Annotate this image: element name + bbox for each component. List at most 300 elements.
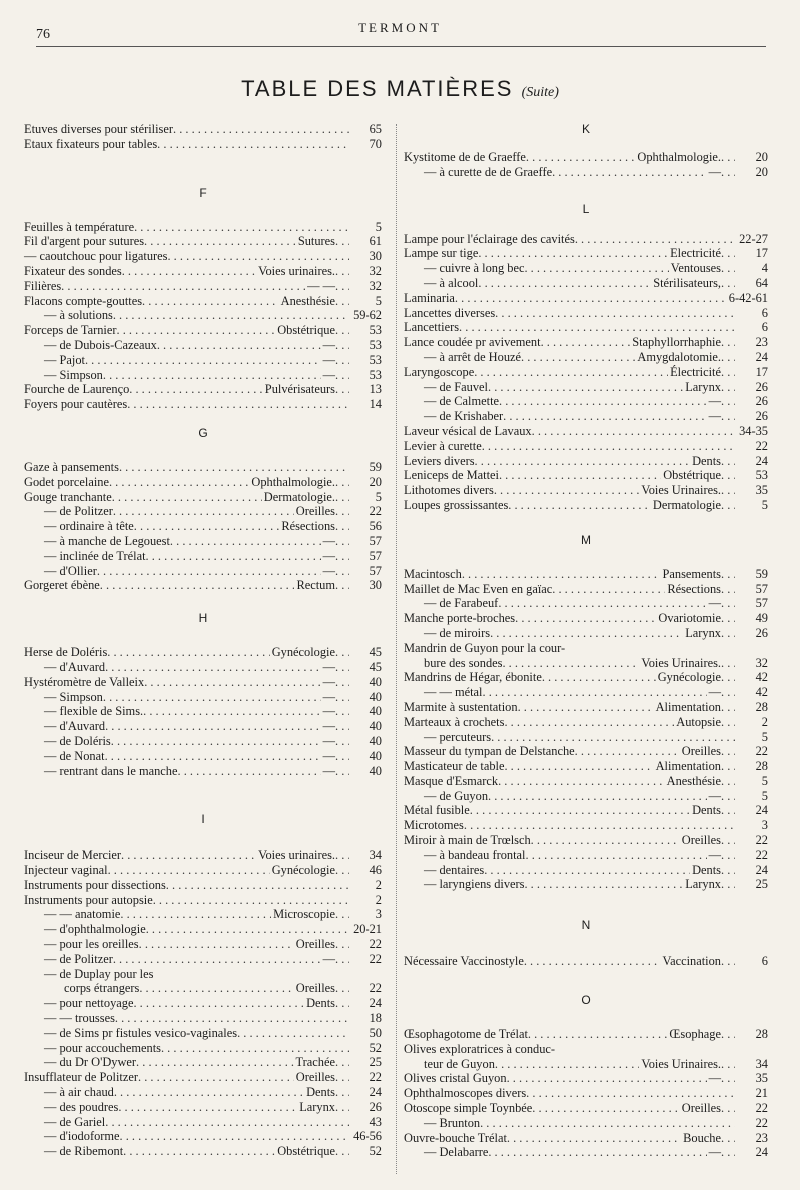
entry-term: Manche porte-broches [404, 611, 516, 626]
dot-leader [142, 294, 279, 309]
entry-page: 26 [369, 1099, 382, 1114]
toc-entry [24, 1011, 382, 1026]
toc-entry [404, 454, 768, 469]
toc-entry [404, 1145, 768, 1160]
entry-specialty: Pansements [662, 566, 721, 581]
dot-leader [335, 996, 349, 1011]
dot-leader [120, 907, 271, 922]
toc-entry [404, 803, 768, 818]
entry-page: 59-62 [353, 308, 382, 323]
dot-leader [721, 350, 735, 365]
toc-entry [24, 907, 382, 922]
dot-leader [127, 397, 349, 412]
entry-term: — Delabarre [424, 1145, 489, 1160]
dot-leader [721, 454, 735, 469]
entry-specialty: Alimentation [655, 759, 721, 774]
entry-term: — de Nonat [44, 748, 105, 763]
entry-specialty: Oreilles [681, 833, 721, 848]
entry-term: — caoutchouc pour ligatures [24, 249, 168, 264]
entry-specialty: Rectum [296, 578, 335, 593]
dot-leader [139, 937, 294, 952]
toc-entry [404, 863, 768, 878]
dot-leader [335, 294, 349, 309]
dot-leader [113, 504, 294, 519]
entry-term: Mandrins de Hégar, ébonite [404, 670, 542, 685]
dot-leader [144, 234, 296, 249]
entry-specialty: Oreilles [295, 504, 335, 519]
entry-specialty: Ovariotomie [658, 611, 721, 626]
entry-specialty: — [708, 1145, 721, 1160]
dot-leader [526, 848, 707, 863]
entry-page: 59 [369, 459, 382, 474]
entry-page: 43 [369, 1114, 382, 1129]
entry-specialty: — [322, 548, 335, 563]
entry-term: Gouge tranchante [24, 489, 112, 504]
dot-leader [721, 498, 735, 513]
dot-leader [575, 744, 680, 759]
toc-entry [404, 567, 768, 582]
entry-page: 24 [755, 862, 768, 877]
entry-specialty: Autopsie [676, 714, 721, 729]
entry-specialty: Obstétrique [663, 468, 721, 483]
toc-entry [404, 232, 768, 247]
toc-entry [404, 1027, 768, 1042]
dot-leader [721, 1071, 735, 1086]
toc-entry [24, 734, 382, 749]
dot-leader [118, 1100, 297, 1115]
running-title: TERMONT [358, 20, 442, 35]
entry-specialty: Electricité [670, 246, 721, 261]
dot-leader [524, 261, 668, 276]
dot-leader [495, 306, 735, 321]
dot-leader [335, 382, 349, 397]
entry-term: — à curette de de Graeffe [424, 164, 553, 179]
entry-page: 28 [755, 1027, 768, 1042]
dot-leader [488, 380, 683, 395]
entry-specialty: Vaccination [662, 954, 721, 969]
entry-term: — des poudres [44, 1099, 119, 1114]
dot-leader [480, 1116, 735, 1131]
entry-term: — à manche de Legouest [44, 533, 170, 548]
entry-page: 40 [369, 748, 382, 763]
entry-page: 45 [369, 645, 382, 660]
toc-entry [404, 439, 768, 454]
entry-page: 2 [375, 877, 382, 892]
entry-term: Levier à curette [404, 438, 482, 453]
dot-leader [335, 704, 349, 719]
entry-specialty: — [322, 951, 335, 966]
section-letter: M [581, 532, 591, 547]
entry-term: Insufflateur de Politzer [24, 1070, 139, 1085]
toc-entry [24, 937, 382, 952]
entry-specialty: Œsophage [669, 1027, 721, 1042]
entry-term: — pour accouchements [44, 1040, 161, 1055]
dot-leader [123, 1144, 275, 1159]
dot-leader [113, 952, 321, 967]
entry-page: 32 [755, 655, 768, 670]
entry-page: 28 [755, 699, 768, 714]
entry-term: Leviers divers [404, 453, 475, 468]
dot-leader [143, 704, 320, 719]
entry-specialty: Trachée [295, 1055, 335, 1070]
entry-specialty: Ophthalmologie. [251, 474, 335, 489]
section-letter: H [198, 611, 208, 626]
toc-entry [24, 220, 382, 235]
dot-leader [721, 246, 735, 261]
dot-leader [721, 365, 735, 380]
dot-leader [524, 954, 661, 969]
entry-term: Marteaux à crochets [404, 714, 505, 729]
entry-specialty: — [322, 689, 335, 704]
entry-term: — de Dubois-Cazeaux [44, 337, 157, 352]
dot-leader [335, 690, 349, 705]
dot-leader [111, 734, 321, 749]
entry-term: — de Gariel [44, 1114, 106, 1129]
dot-leader [507, 1071, 707, 1086]
entry-specialty: Alimentation [655, 699, 721, 714]
dot-leader [475, 454, 691, 469]
dot-leader [526, 150, 635, 165]
dot-leader [721, 656, 735, 671]
toc-entry [24, 1129, 382, 1144]
toc-entry [24, 249, 382, 264]
dot-leader [173, 122, 349, 137]
dot-leader [721, 744, 735, 759]
toc-entry [404, 306, 768, 321]
entry-specialty: Oreilles [681, 1101, 721, 1116]
dot-leader [721, 848, 735, 863]
dot-leader [498, 596, 706, 611]
toc-entry [404, 409, 768, 424]
dot-leader [484, 863, 690, 878]
entry-page: 34 [755, 1056, 768, 1071]
dot-leader [491, 730, 735, 745]
entry-term: Injecteur vaginal [24, 863, 108, 878]
dot-leader [335, 1085, 349, 1100]
entry-page: 22 [369, 1070, 382, 1085]
toc-entry [24, 519, 382, 534]
dot-leader [508, 498, 651, 513]
dot-leader [335, 1144, 349, 1159]
dot-leader [490, 626, 683, 641]
toc-entry [404, 261, 768, 276]
toc-entry [404, 165, 768, 180]
section-letter: F [199, 185, 207, 200]
entry-page: 20-21 [353, 922, 382, 937]
entry-specialty: Voies urinaires. [258, 263, 335, 278]
entry-specialty: — [708, 596, 721, 611]
dot-leader [105, 749, 321, 764]
entry-page: 21 [755, 1086, 768, 1101]
dot-leader [157, 137, 349, 152]
entry-term: — — anatomie [44, 907, 121, 922]
entry-term: — à solutions [44, 308, 113, 323]
dot-leader [478, 276, 651, 291]
entry-specialty: — [322, 748, 335, 763]
entry-page: 22 [755, 744, 768, 759]
entry-term: Masticateur de table [404, 759, 505, 774]
entry-term: — Simpson [44, 367, 103, 382]
entry-specialty: Gynécologie [657, 670, 721, 685]
dot-leader [721, 483, 735, 498]
entry-term: — de Guyon [424, 788, 489, 803]
dot-leader [129, 382, 263, 397]
dot-leader [335, 234, 349, 249]
entry-continued: — de Duplay pour les [44, 966, 154, 981]
entry-page: 22 [755, 438, 768, 453]
dot-leader [721, 1131, 735, 1146]
entry-term: Maillet de Mac Even en gaïac [404, 581, 553, 596]
dot-leader [721, 685, 735, 700]
dot-leader [335, 264, 349, 279]
entry-term: — inclinée de Trélat [44, 548, 146, 563]
dot-leader [335, 645, 349, 660]
toc-entry [404, 715, 768, 730]
dot-leader [103, 690, 321, 705]
dot-leader [335, 981, 349, 996]
entry-term: — Pajot [44, 352, 85, 367]
toc-entry [24, 704, 382, 719]
entry-page: 17 [755, 246, 768, 261]
entry-page: 5 [761, 729, 768, 744]
dot-leader [115, 1011, 349, 1026]
entry-page: 2 [375, 892, 382, 907]
entry-page: 53 [369, 352, 382, 367]
toc-entry [24, 878, 382, 893]
entry-page: 52 [369, 1040, 382, 1055]
entry-term: Fil d'argent pour sutures [24, 234, 145, 249]
dot-leader [541, 335, 631, 350]
toc-entry [404, 365, 768, 380]
dot-leader [335, 675, 349, 690]
toc-entry [24, 675, 382, 690]
entry-term: Ophthalmoscopes divers [404, 1086, 527, 1101]
dot-leader [335, 338, 349, 353]
dot-leader [97, 564, 321, 579]
dot-leader [117, 323, 276, 338]
toc-entry [24, 279, 382, 294]
dot-leader [507, 1131, 681, 1146]
toc-entry [404, 1116, 768, 1131]
entry-page: 50 [369, 1025, 382, 1040]
entry-page: 35 [755, 483, 768, 498]
entry-specialty: Oreilles [295, 937, 335, 952]
dot-leader [144, 675, 320, 690]
dot-leader [464, 818, 735, 833]
entry-specialty: Anesthésie [280, 293, 335, 308]
dot-leader [488, 1145, 706, 1160]
entry-page: 53 [369, 323, 382, 338]
entry-term: Otoscope simple Toynbée [404, 1101, 533, 1116]
dot-leader [105, 719, 321, 734]
dot-leader [335, 323, 349, 338]
left-column [24, 122, 382, 1159]
entry-specialty: — [708, 394, 721, 409]
toc-entry [24, 1026, 382, 1041]
dot-leader [335, 368, 349, 383]
entry-specialty: Larynx [685, 379, 721, 394]
running-header [0, 18, 800, 42]
entry-specialty: Électricité [670, 364, 721, 379]
entry-specialty: — [708, 1071, 721, 1086]
entry-term: Microtomes [404, 818, 464, 833]
entry-term: — laryngiens divers [424, 877, 525, 892]
dot-leader [335, 660, 349, 675]
entry-term: Loupes grossissantes [404, 497, 509, 512]
dot-leader [474, 365, 668, 380]
entry-term: Hystéromètre de Valleix [24, 674, 145, 689]
entry-term: — d'Ollier [44, 563, 97, 578]
dot-leader [721, 611, 735, 626]
entry-term: Olives cristal Guyon [404, 1071, 507, 1086]
toc-entry [24, 645, 382, 660]
entry-term: — à air chaud [44, 1085, 114, 1100]
entry-specialty: Voies Urinaires. [641, 1056, 721, 1071]
section-letter: K [581, 122, 590, 136]
dot-leader [502, 656, 639, 671]
dot-leader [335, 564, 349, 579]
dot-leader [335, 907, 349, 922]
entry-page: 30 [369, 249, 382, 264]
entry-page: 14 [369, 397, 382, 412]
entry-page: 6 [761, 305, 768, 320]
entry-page: 49 [755, 611, 768, 626]
entry-specialty: Larynx [685, 877, 721, 892]
entry-page: 65 [369, 122, 382, 136]
entry-term: — de Doléris [44, 733, 111, 748]
entry-term: Masque d'Esmarck [404, 773, 499, 788]
toc-entry [404, 483, 768, 498]
entry-page: 57 [755, 581, 768, 596]
dot-leader [524, 877, 683, 892]
entry-term: Leniceps de Mattei [404, 468, 499, 483]
page-title [0, 76, 800, 102]
dot-leader [721, 394, 735, 409]
entry-term: — cuivre à long bec [424, 261, 525, 276]
toc-entry [24, 1115, 382, 1130]
toc-entry [24, 996, 382, 1011]
toc-entry [404, 833, 768, 848]
toc-entry [24, 719, 382, 734]
entry-term: Instruments pour dissections [24, 877, 166, 892]
entry-term: teur de Guyon [424, 1056, 495, 1071]
toc-entry [404, 150, 768, 165]
dot-leader [138, 1070, 294, 1085]
toc-entry [24, 308, 382, 323]
entry-specialty: Dents [306, 1085, 335, 1100]
dot-leader [721, 1101, 735, 1116]
entry-page: 17 [755, 364, 768, 379]
dot-leader [552, 582, 665, 597]
entry-page: 40 [369, 763, 382, 778]
entry-page: 40 [369, 674, 382, 689]
entry-term: — de Politzer [44, 504, 113, 519]
entry-term: Herse de Doléris [24, 645, 108, 660]
toc-entry [404, 700, 768, 715]
entry-term: Lampe pour l'éclairage des cavités [404, 231, 575, 246]
toc-entry [24, 504, 382, 519]
dot-leader [335, 279, 349, 294]
entry-page: 57 [755, 596, 768, 611]
toc-entry [24, 338, 382, 353]
toc-entry [404, 596, 768, 611]
dot-leader [335, 475, 349, 490]
entry-page: 64 [755, 275, 768, 290]
toc-entry [24, 690, 382, 705]
dot-leader [499, 394, 707, 409]
entry-term: — d'Auvard [44, 719, 106, 734]
dot-leader [335, 952, 349, 967]
dot-leader [721, 715, 735, 730]
entry-page: 35 [755, 1071, 768, 1086]
dot-leader [455, 291, 726, 306]
entry-page: 52 [369, 1144, 382, 1159]
entry-specialty: — [322, 337, 335, 352]
entry-page: 5 [375, 293, 382, 308]
dot-leader [335, 549, 349, 564]
toc-entry [404, 744, 768, 759]
dot-leader [721, 276, 735, 291]
dot-leader [61, 279, 305, 294]
entry-page: 53 [755, 468, 768, 483]
dot-leader [495, 1057, 640, 1072]
entry-specialty: — [322, 659, 335, 674]
toc-entry [24, 660, 382, 675]
dot-leader [134, 220, 349, 235]
entry-specialty: Staphyllorrhaphie [632, 335, 721, 350]
toc-entry [24, 578, 382, 593]
entry-term: — Brunton [424, 1115, 481, 1130]
toc-entry [24, 1055, 382, 1070]
toc-entry [24, 893, 382, 908]
entry-specialty: — [322, 367, 335, 382]
entry-page: 22-27 [739, 231, 768, 246]
dot-leader [335, 534, 349, 549]
entry-term: Lancettiers [404, 320, 460, 335]
entry-page: 20 [369, 474, 382, 489]
entry-term: — de miroirs [424, 625, 491, 640]
entry-specialty: Voies urinaires. [258, 848, 335, 863]
entry-specialty: — [708, 685, 721, 700]
dot-leader [108, 863, 270, 878]
toc-entry [24, 323, 382, 338]
entry-term: Lithotomes divers [404, 483, 494, 498]
entry-page: 24 [369, 996, 382, 1011]
toc-entry [404, 848, 768, 863]
dot-leader [494, 483, 640, 498]
toc-entry [404, 246, 768, 261]
entry-specialty: — [708, 409, 721, 424]
entry-term: Marmite à sustentation [404, 699, 518, 714]
entry-term: Laveur vésical de Lavaux [404, 423, 532, 438]
dot-leader [721, 626, 735, 641]
entry-page: 22 [369, 937, 382, 952]
entry-term: — — trousses [44, 1011, 115, 1026]
entry-term: — de Ribemont [44, 1144, 124, 1159]
dot-leader [721, 789, 735, 804]
entry-page: 24 [369, 1085, 382, 1100]
dot-leader [721, 803, 735, 818]
dot-leader [721, 877, 735, 892]
entry-term: Laminaria [404, 290, 455, 305]
dot-leader [335, 1070, 349, 1085]
section-letter: O [581, 993, 591, 1008]
entry-continued: Olives exploratrices à conduc- [404, 1041, 556, 1056]
toc-entry [24, 264, 382, 279]
dot-leader [721, 567, 735, 582]
toc-entry [24, 863, 382, 878]
dot-leader [526, 1086, 735, 1101]
